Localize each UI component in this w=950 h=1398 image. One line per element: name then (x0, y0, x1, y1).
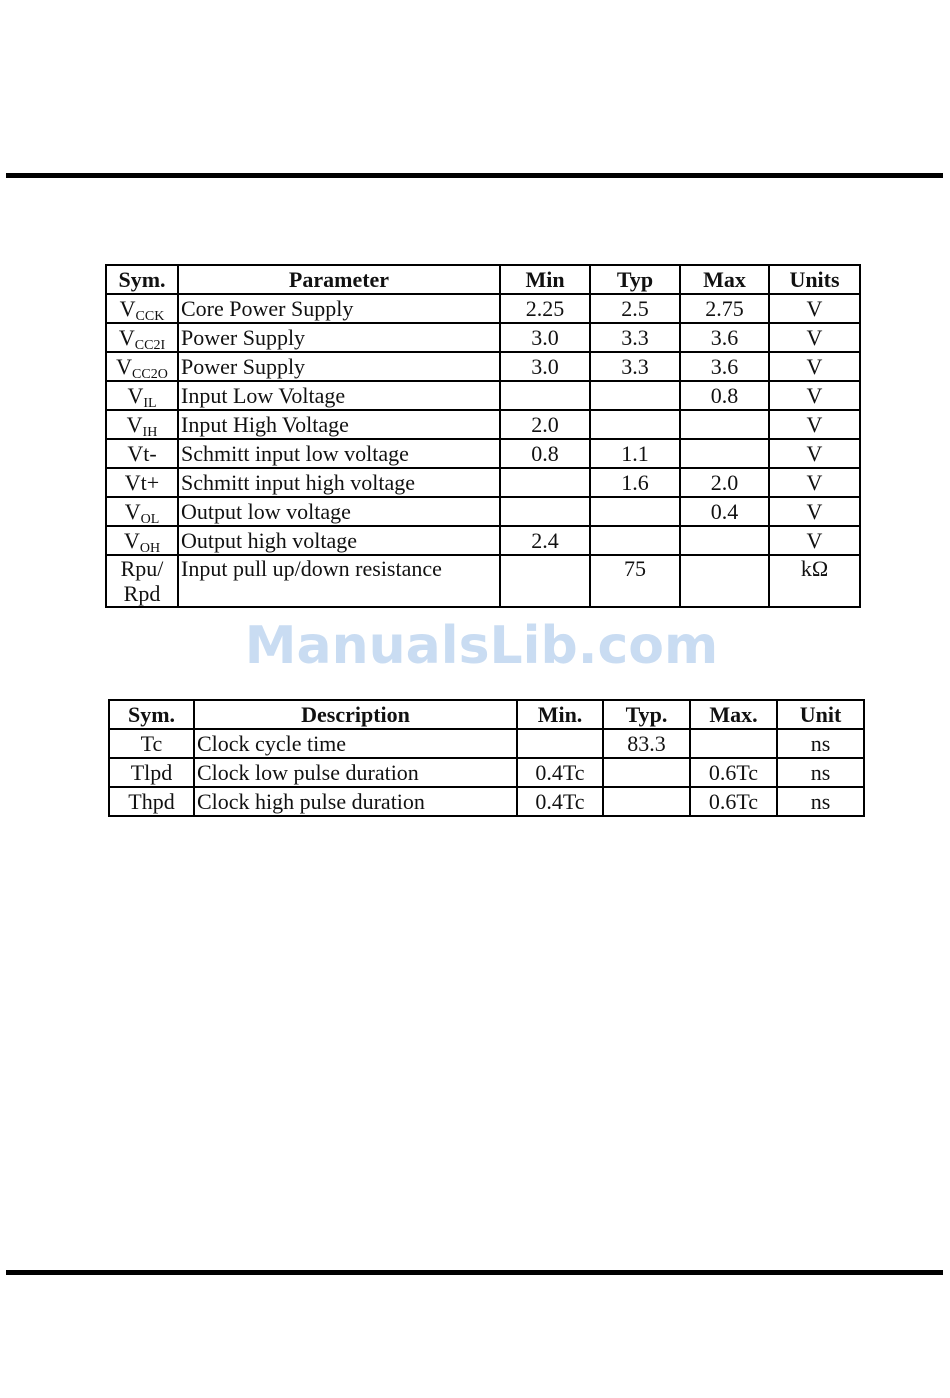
header-parameter: Parameter (178, 265, 500, 294)
param-cell: Input pull up/down resistance (178, 555, 500, 607)
table-row (106, 323, 860, 352)
min-cell (500, 468, 590, 497)
typ-cell (590, 526, 680, 555)
sym-cell: $V_{IL}$ (106, 381, 178, 410)
unit-cell: V (769, 526, 860, 555)
param-cell: Core Power Supply (178, 294, 500, 323)
unit-cell: V (769, 439, 860, 468)
typ-cell (603, 787, 690, 816)
param-cell: Power Supply (178, 352, 500, 381)
typ-cell: 1.6 (590, 468, 680, 497)
unit-cell: ns (777, 787, 864, 816)
typ-cell: 83.3 (603, 729, 690, 758)
max-cell (680, 410, 769, 439)
unit-cell: V (769, 381, 860, 410)
min-cell: 0.8 (500, 439, 590, 468)
sym-cell: $V_{OH}$ (106, 526, 178, 555)
unit-cell: V (769, 323, 860, 352)
min-cell: 0.4Tc (517, 787, 603, 816)
sym-cell: $V_{CC2O}$ (106, 352, 178, 381)
unit-cell: V (769, 468, 860, 497)
param-cell: Schmitt input high voltage (178, 468, 500, 497)
watermark: ManualsLib.com (244, 616, 719, 676)
table-row (106, 526, 860, 555)
unit-cell: V (769, 497, 860, 526)
bottom-rule (6, 1270, 943, 1275)
unit-cell: ns (777, 758, 864, 787)
sym-cell: $V_{CCK}$ (106, 294, 178, 323)
dc-characteristics-table (105, 264, 861, 608)
table-header-row (109, 700, 864, 729)
min-cell: 2.4 (500, 526, 590, 555)
header-description: Description (194, 700, 517, 729)
header-units: Units (769, 265, 860, 294)
max-cell: 0.4 (680, 497, 769, 526)
header-typ: Typ. (603, 700, 690, 729)
min-cell: 0.4Tc (517, 758, 603, 787)
header-max: Max. (690, 700, 777, 729)
desc-cell: Clock high pulse duration (194, 787, 517, 816)
max-cell: 2.75 (680, 294, 769, 323)
unit-cell: ns (777, 729, 864, 758)
min-cell: 2.0 (500, 410, 590, 439)
typ-cell: 1.1 (590, 439, 680, 468)
table-header-row (106, 265, 860, 294)
sym-cell: Rpu/ Rpd (106, 555, 178, 607)
unit-cell: kΩ (769, 555, 860, 607)
max-cell: 0.8 (680, 381, 769, 410)
typ-cell (590, 410, 680, 439)
table-row (106, 352, 860, 381)
param-cell: Output high voltage (178, 526, 500, 555)
max-cell (690, 729, 777, 758)
typ-cell (603, 758, 690, 787)
typ-cell (590, 497, 680, 526)
typ-cell: 3.3 (590, 352, 680, 381)
param-cell: Input Low Voltage (178, 381, 500, 410)
table-row (106, 468, 860, 497)
table-row (106, 497, 860, 526)
max-cell (680, 555, 769, 607)
typ-cell: 3.3 (590, 323, 680, 352)
header-typ: Typ (590, 265, 680, 294)
unit-cell: V (769, 352, 860, 381)
sym-cell: Tlpd (109, 758, 194, 787)
max-cell (680, 439, 769, 468)
sym-cell: Vt- (106, 439, 178, 468)
param-cell: Power Supply (178, 323, 500, 352)
table-row (106, 439, 860, 468)
typ-cell: 2.5 (590, 294, 680, 323)
min-cell (500, 381, 590, 410)
param-cell: Output low voltage (178, 497, 500, 526)
header-min: Min. (517, 700, 603, 729)
sym-cell: Thpd (109, 787, 194, 816)
sym-cell: $V_{IH}$ (106, 410, 178, 439)
table-row (106, 294, 860, 323)
table-row (109, 787, 864, 816)
min-cell (517, 729, 603, 758)
min-cell (500, 497, 590, 526)
max-cell: 0.6Tc (690, 758, 777, 787)
sym-cell: $V_{CC2I}$ (106, 323, 178, 352)
min-cell (500, 555, 590, 607)
max-cell (680, 526, 769, 555)
sym-cell: Vt+ (106, 468, 178, 497)
min-cell: 3.0 (500, 323, 590, 352)
header-sym: Sym. (106, 265, 178, 294)
sym-cell: $V_{OL}$ (106, 497, 178, 526)
header-max: Max (680, 265, 769, 294)
header-sym: Sym. (109, 700, 194, 729)
unit-cell: V (769, 294, 860, 323)
desc-cell: Clock cycle time (194, 729, 517, 758)
max-cell: 0.6Tc (690, 787, 777, 816)
min-cell: 2.25 (500, 294, 590, 323)
header-min: Min (500, 265, 590, 294)
param-cell: Schmitt input low voltage (178, 439, 500, 468)
header-unit: Unit (777, 700, 864, 729)
max-cell: 3.6 (680, 352, 769, 381)
table-row (109, 729, 864, 758)
table-row (106, 555, 860, 607)
sym-cell: Tc (109, 729, 194, 758)
typ-cell: 75 (590, 555, 680, 607)
unit-cell: V (769, 410, 860, 439)
table-row (106, 381, 860, 410)
desc-cell: Clock low pulse duration (194, 758, 517, 787)
min-cell: 3.0 (500, 352, 590, 381)
clock-timing-table (108, 699, 865, 817)
typ-cell (590, 381, 680, 410)
top-rule (6, 173, 943, 178)
max-cell: 3.6 (680, 323, 769, 352)
param-cell: Input High Voltage (178, 410, 500, 439)
table-row (109, 758, 864, 787)
max-cell: 2.0 (680, 468, 769, 497)
table-row (106, 410, 860, 439)
